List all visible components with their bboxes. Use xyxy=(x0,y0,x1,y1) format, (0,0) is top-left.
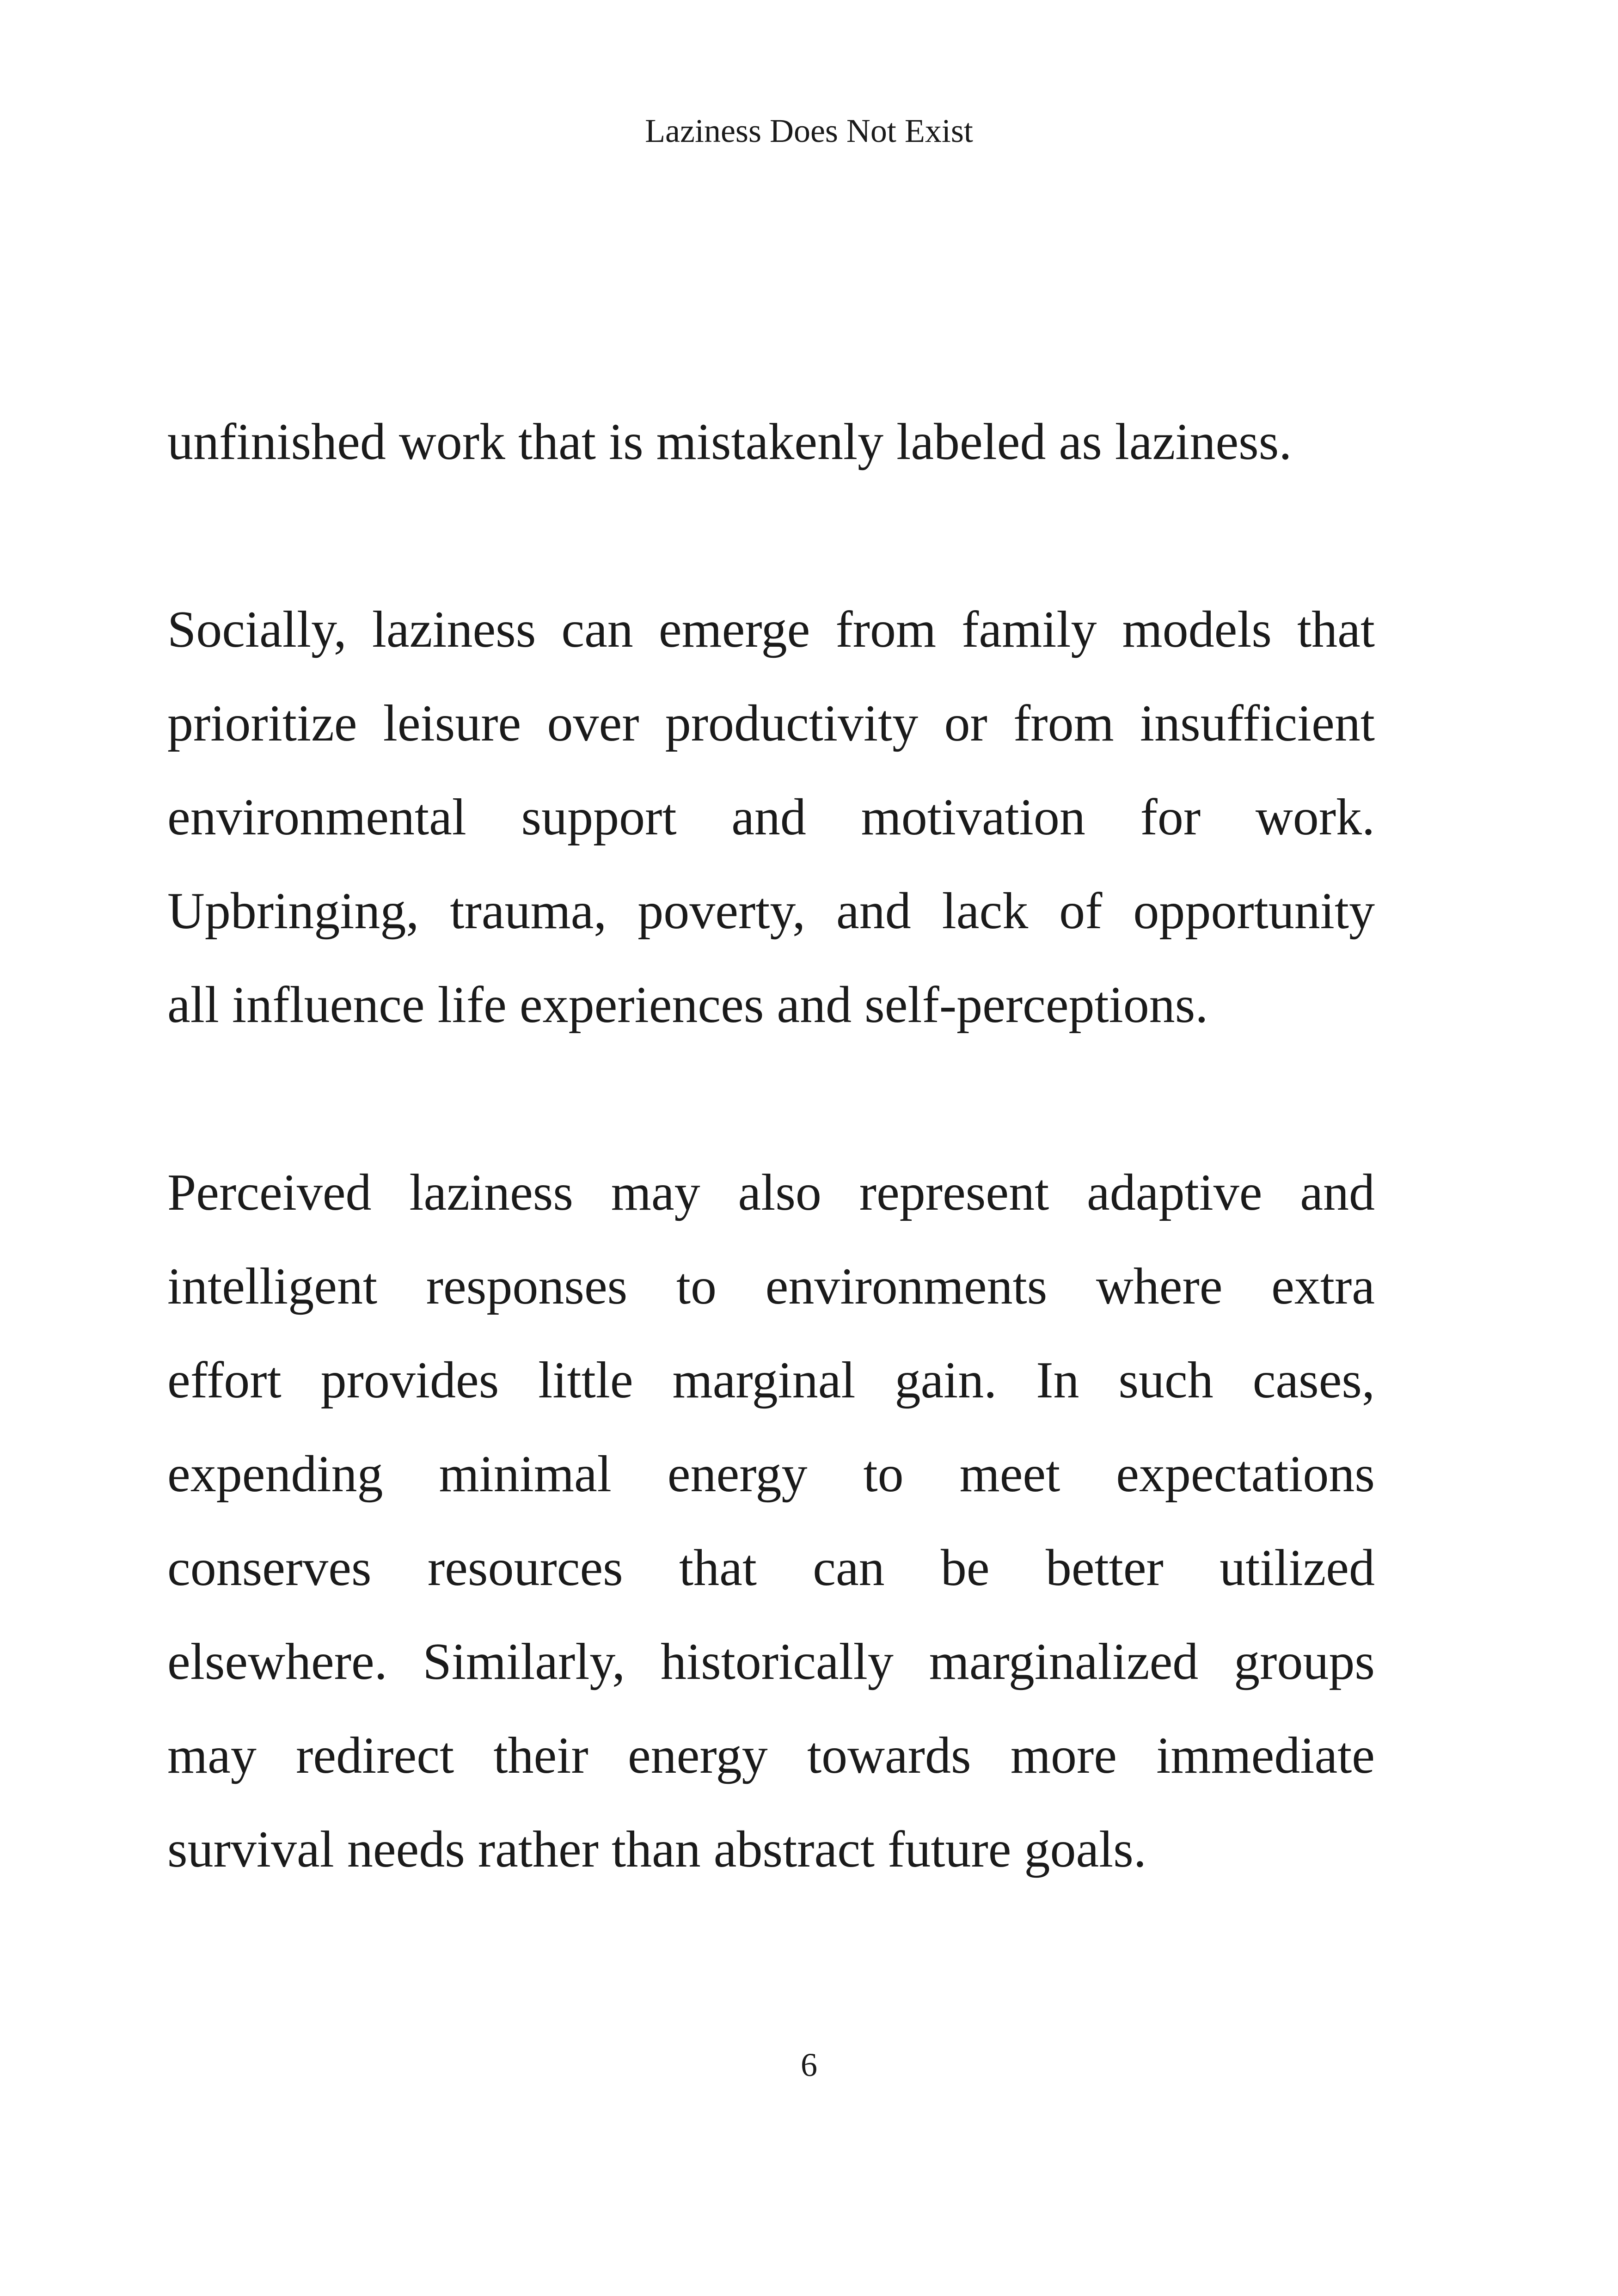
text-line: conserves resources that can be better utilized xyxy=(167,1539,1375,1597)
running-header: Laziness Does Not Exist xyxy=(645,112,973,149)
text-line: may redirect their energy towards more immediate xyxy=(167,1727,1375,1784)
paragraph-3 xyxy=(167,1146,1375,1897)
body-text xyxy=(167,395,1375,1897)
text-line: intelligent responses to environments where extra xyxy=(167,1258,1375,1315)
text-line: Socially, laziness can emerge from family models that xyxy=(167,601,1375,658)
text-line: elsewhere. Similarly, historically marginalized groups xyxy=(167,1633,1375,1690)
text-line: Upbringing, trauma, poverty, and lack of opportunity xyxy=(167,882,1375,940)
text-line: Perceived laziness may also represent adaptive and xyxy=(167,1164,1375,1221)
page-number: 6 xyxy=(801,2046,817,2083)
text-line: expending minimal energy to meet expectations xyxy=(167,1445,1375,1503)
text-line: all influence life experiences and self-perceptions. xyxy=(167,976,1208,1034)
text-line: prioritize leisure over productivity or from insufficient xyxy=(167,695,1375,752)
text-line: environmental support and motivation for work. xyxy=(167,789,1375,846)
text-line: effort provides little marginal gain. In such cases, xyxy=(167,1352,1375,1409)
paragraph-1 xyxy=(167,395,1375,489)
text-line: survival needs rather than abstract future goals. xyxy=(167,1821,1146,1878)
paragraph-2 xyxy=(167,583,1375,1052)
text-line: unfinished work that is mistakenly labeled as laziness. xyxy=(167,413,1292,471)
